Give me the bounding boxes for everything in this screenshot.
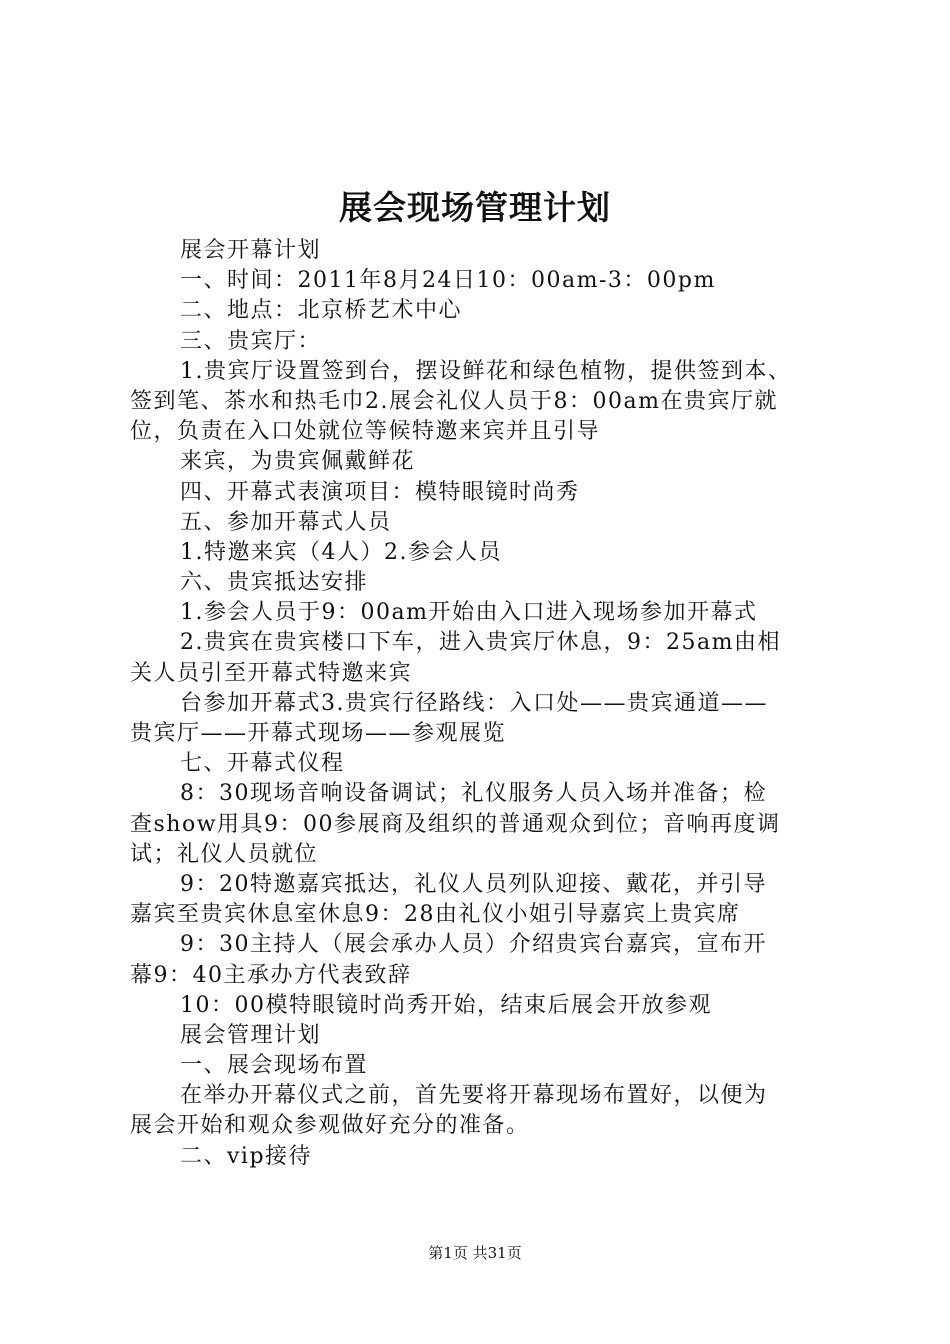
document-title: 展会现场管理计划 — [339, 188, 611, 227]
body-line: 来宾，为贵宾佩戴鲜花 — [180, 449, 416, 475]
body-line: 三、贵宾厅： — [180, 328, 322, 354]
page-footer: 第1页 共31页 — [428, 1244, 522, 1262]
body-line: 台参加开幕式3.贵宾行径路线：入口处——贵宾通道—— — [180, 690, 768, 716]
body-line: 8：30现场音响设备调试；礼仪服务人员入场并准备；检 — [180, 781, 767, 807]
body-line: 嘉宾至贵宾休息室休息9：28由礼仪小姐引导嘉宾上贵宾席 — [130, 902, 741, 928]
body-line: 在举办开幕仪式之前，首先要将开幕现场布置好，以便为 — [180, 1083, 768, 1109]
body-line: 9：20特邀嘉宾抵达，礼仪人员列队迎接、戴花，并引导 — [180, 871, 767, 897]
body-line: 六、贵宾抵达安排 — [180, 570, 369, 596]
body-line: 四、开幕式表演项目：模特眼镜时尚秀 — [180, 479, 580, 505]
body-line: 一、时间：2011年8月24日10：00am-3：00pm — [180, 268, 716, 294]
body-line: 试；礼仪人员就位 — [130, 841, 319, 867]
body-line: 展会开始和观众参观做好充分的准备。 — [130, 1113, 530, 1139]
body-line: 1.特邀来宾（4人）2.参会人员 — [180, 539, 502, 565]
body-line: 9：30主持人（展会承办人员）介绍贵宾台嘉宾，宣布开 — [180, 932, 767, 958]
body-line: 位，负责在入口处就位等候特邀来宾并且引导 — [130, 419, 601, 445]
body-line: 二、地点：北京桥艺术中心 — [180, 298, 463, 324]
body-line: 关人员引至开幕式特邀来宾 — [130, 660, 413, 686]
body-line: 1.参会人员于9：00am开始由入口进入现场参加开幕式 — [180, 600, 758, 626]
body-line: 展会管理计划 — [180, 1022, 322, 1048]
body-line: 2.贵宾在贵宾楼口下车，进入贵宾厅休息，9：25am由相 — [180, 630, 781, 656]
body-line: 贵宾厅——开幕式现场——参观展览 — [130, 721, 507, 746]
body-line: 10：00模特眼镜时尚秀开始，结束后展会开放参观 — [180, 992, 712, 1018]
body-line: 签到笔、茶水和热毛巾2.展会礼仪人员于8：00am在贵宾厅就 — [130, 388, 778, 414]
body-line: 展会开幕计划 — [180, 238, 322, 263]
body-line: 七、开幕式仪程 — [180, 751, 345, 777]
body-line: 五、参加开幕式人员 — [180, 509, 392, 535]
body-line: 二、vip接待 — [180, 1143, 313, 1169]
body-line: 1.贵宾厅设置签到台，摆设鲜花和绿色植物，提供签到本、 — [180, 358, 792, 384]
body-line: 一、展会现场布置 — [180, 1053, 369, 1079]
body-line: 幕9：40主承办方代表致辞 — [130, 962, 412, 988]
document-body — [130, 236, 835, 1172]
body-line: 查show用具9：00参展商及组织的普通观众到位；音响再度调 — [130, 811, 781, 837]
